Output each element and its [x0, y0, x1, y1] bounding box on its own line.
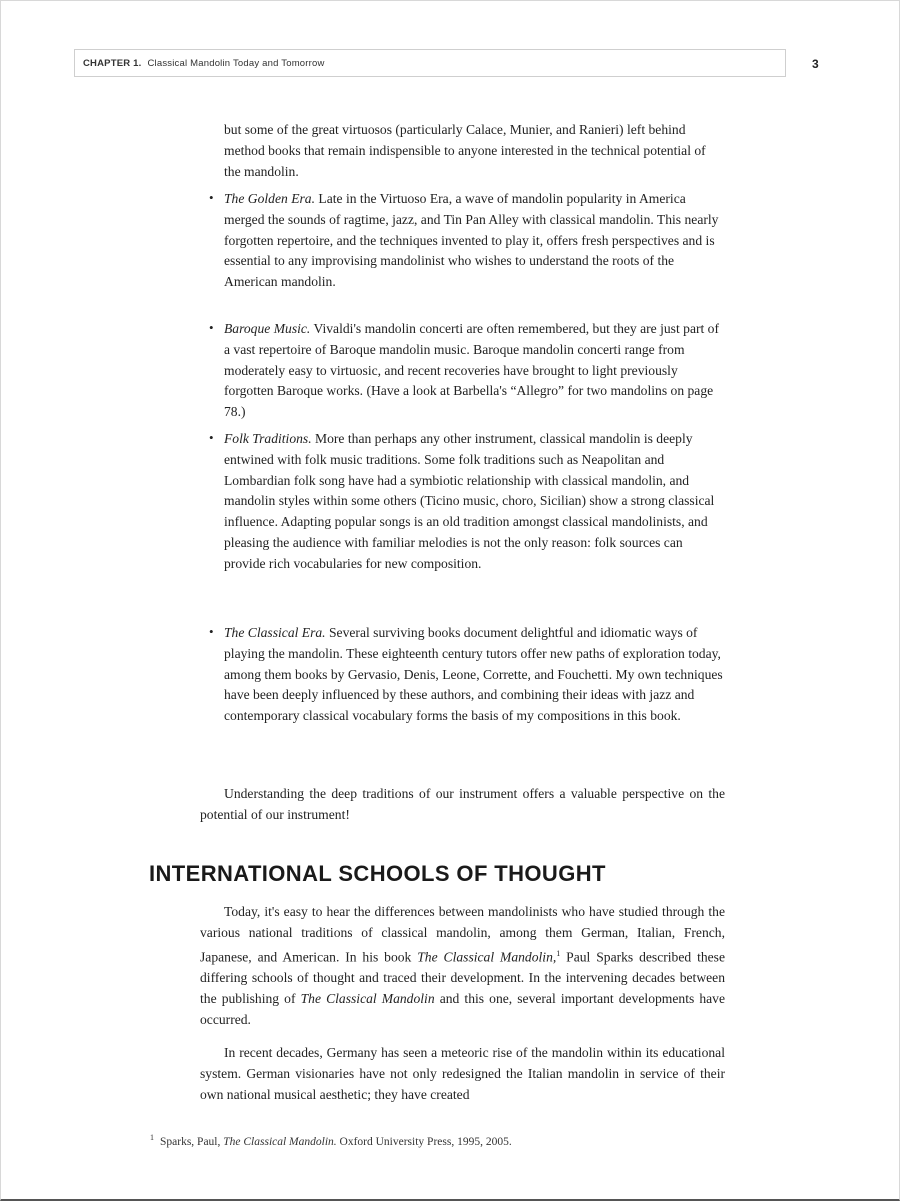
bullet-icon: •: [209, 190, 214, 205]
para-text: Paul Sparks described these differing schools of thought and traced their development. In the intervening decades between the publishing of: [200, 949, 725, 1006]
list-item-term: Folk Traditions.: [224, 431, 312, 446]
paragraph-schools: [200, 902, 725, 1030]
list-item-text: Several surviving books document delightful and idiomatic ways of playing the mandolin. These eighteenth century tutors offer new paths of exploration today, among them books by Gervasio, Denis, Leone, Corrette, and Fouchetti. My own techniques have been deeply influenced by these authors, and combining their ideas with jazz and contemporary classical vocabulary forms the basis of my compositions in this book.: [224, 625, 723, 724]
footnote-title: The Classical Mandolin.: [223, 1135, 337, 1148]
bullet-icon: •: [209, 320, 214, 335]
book-title: The Classical Mandolin,: [417, 949, 557, 965]
book-title: The Classical Mandolin: [300, 990, 435, 1006]
list-item-term: The Golden Era.: [224, 191, 315, 206]
running-head: [74, 49, 786, 77]
chapter-label: CHAPTER 1.: [83, 57, 142, 69]
list-item-folk-traditions: [224, 429, 724, 575]
page-number: 3: [812, 57, 819, 71]
para-text: and this one, several important developments have occurred.: [200, 990, 726, 1027]
bullet-icon: •: [209, 624, 214, 639]
list-item-term: Baroque Music.: [224, 321, 311, 336]
list-item-text: Vivaldi's mandolin concerti are often remembered, but they are just part of a vast repertoire of Baroque mandolin music. Baroque mandolin concerti range from moderately easy to virtuosic, and recent recoveries have brought to light previously forgotten Baroque works. (Have a look at Barbella's “Allegro” for two mandolins on page 78.): [224, 321, 720, 420]
intro-continuation: but some of the great virtuosos (particularly Calace, Munier, and Ranieri) left behind method books that remain indispensible to anyone interested in the technical potential of the mandolin.: [224, 122, 706, 179]
footnote-reference[interactable]: 1: [556, 948, 561, 958]
list-item-text: More than perhaps any other instrument, classical mandolin is deeply entwined with folk music traditions. Some folk traditions such as Neapolitan and Lombardian folk song have had a symbiotic relationship with classical mandolin, and mandolin styles within some others (Ticino music, choro, Sicilian) show a strong classical influence. Adapting popular songs is an old tradition amongst classical mandolinists, and pleasing the audience with familiar melodies is not the only reason: folk sources can provide rich vocabularies for new composition.: [224, 431, 715, 571]
bullet-icon: •: [209, 430, 214, 445]
chapter-title: Classical Mandolin Today and Tomorrow: [147, 57, 325, 69]
list-item-classical-era: [224, 623, 724, 727]
footnote: [150, 1133, 512, 1148]
footnote-publisher: Oxford University Press, 1995, 2005.: [336, 1135, 512, 1148]
para-text: Today, it's easy to hear the differences between mandolinists who have studied through the various national traditions of classical mandolin, among them German, Italian, French, Japanese, and American. In his book: [200, 904, 725, 965]
summary-paragraph: Understanding the deep traditions of our instrument offers a valuable perspective on the potential of our instrument!: [200, 786, 725, 822]
list-item-text: Late in the Virtuoso Era, a wave of mandolin popularity in America merged the sounds of ragtime, jazz, and Tin Pan Alley with classical mandolin. This nearly forgotten repertoire, and the techniques invented to play it, offers fresh perspectives and is essential to any improvising mandolinist who wishes to understand the roots of the American mandolin.: [224, 191, 719, 290]
section-heading: INTERNATIONAL SCHOOLS OF THOUGHT: [149, 861, 606, 886]
paragraph-germany: In recent decades, Germany has seen a meteoric rise of the mandolin within its educational system. German visionaries have not only redesigned the Italian mandolin in service of their own national musical aesthetic; they have created: [200, 1045, 725, 1102]
list-item-golden-era: [224, 189, 724, 293]
footnote-author: Sparks, Paul,: [160, 1135, 224, 1148]
list-item-term: The Classical Era.: [224, 625, 326, 640]
list-item-baroque-music: [224, 319, 724, 423]
footnote-marker: 1: [150, 1133, 154, 1142]
